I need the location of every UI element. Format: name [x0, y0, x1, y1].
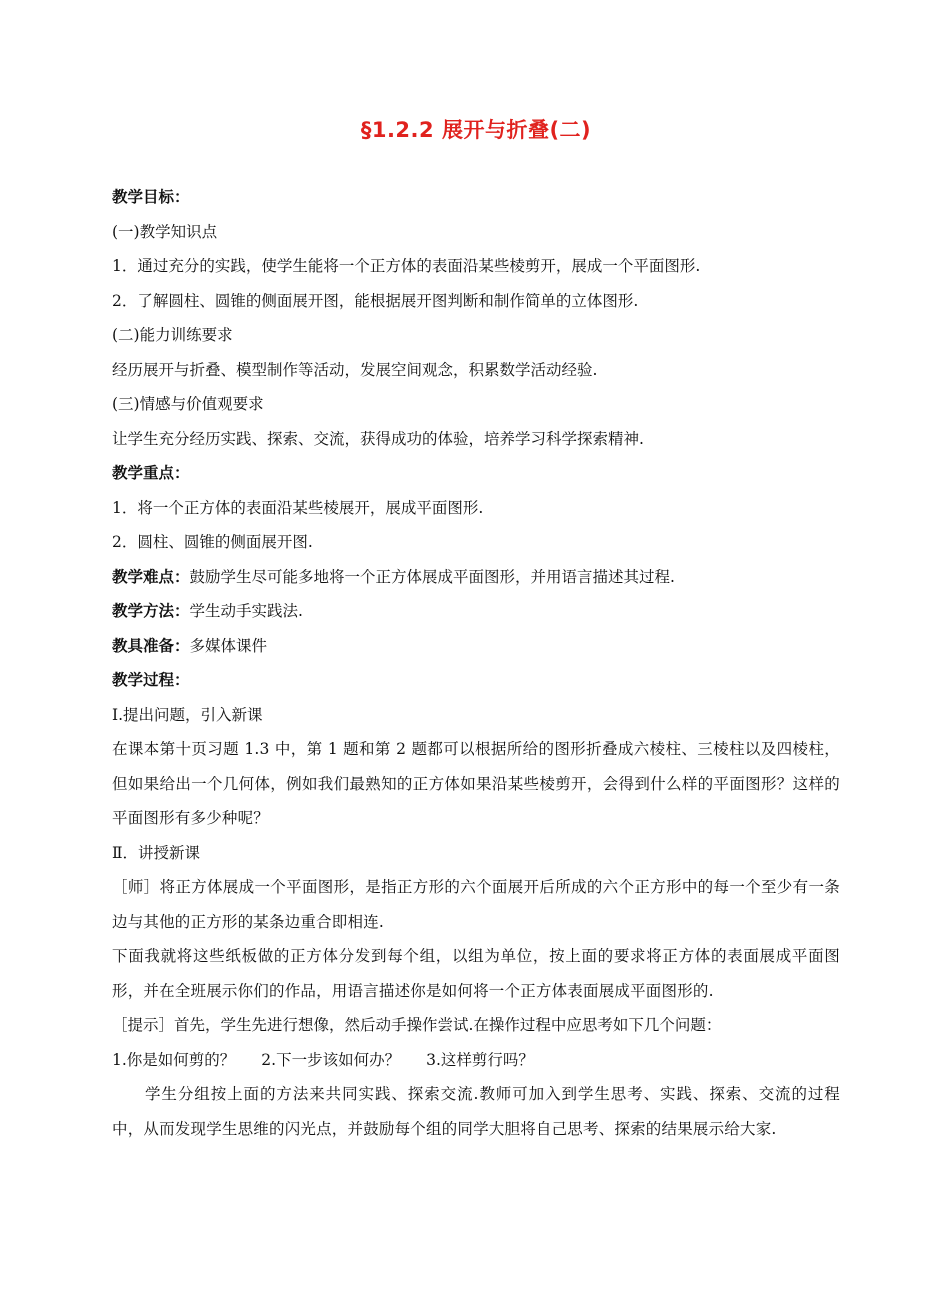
difficulty-text: 鼓励学生尽可能多地将一个正方体展成平面图形，并用语言描述其过程. — [189, 567, 675, 586]
key-points-heading: 教学重点： — [112, 463, 190, 482]
objectives-ability-text: 经历展开与折叠、模型制作等活动，发展空间观念，积累数学活动经验. — [112, 360, 598, 379]
objectives-item-2: 2．了解圆柱、圆锥的侧面展开图，能根据展开图判断和制作简单的立体图形. — [112, 291, 639, 310]
method-label: 教学方法： — [112, 601, 190, 620]
tools-row — [112, 629, 840, 664]
objectives-sub-knowledge: (一)教学知识点 — [112, 222, 218, 241]
question-3: 3.这样剪行吗？ — [426, 1050, 534, 1069]
tools-label: 教具准备： — [112, 635, 190, 655]
next-paragraph: 下面我就将这些纸板做的正方体分发到每个组，以组为单位，按上面的要求将正方体的表面展成平面图形，并在全班展示你们的作品，用语言描述你是如何将一个正方体表面展成平面图形的. — [112, 947, 840, 1000]
hint-paragraph: ［提示］首先，学生先进行想像，然后动手操作尝试.在操作过程中应思考如下几个问题： — [112, 1016, 722, 1034]
page-title: §1.2.2 展开与折叠(二) — [360, 118, 592, 142]
process-heading: 教学过程： — [112, 670, 190, 689]
key-points-item-1: 1．将一个正方体的表面沿某些棱展开，展成平面图形. — [112, 498, 484, 517]
tools-text: 多媒体课件 — [189, 636, 268, 655]
teacher-paragraph: ［师］将正方体展成一个平面图形，是指正方形的六个面展开后所成的六个正方形中的每一个至少有一条边与其他的正方形的某条边重合即相连. — [112, 878, 840, 931]
section1-title: Ⅰ.提出问题，引入新课 — [112, 705, 263, 724]
objectives-item-1: 1．通过充分的实践，使学生能将一个正方体的表面沿某些棱剪开，展成一个平面图形. — [112, 257, 701, 275]
section2-title: Ⅱ．讲授新课 — [112, 843, 201, 862]
questions-row — [112, 1043, 840, 1078]
objectives-emotion-text: 让学生充分经历实践、探索、交流，获得成功的体验，培养学习科学探索精神. — [112, 429, 644, 448]
difficulty-row — [112, 560, 840, 595]
key-points-item-2: 2．圆柱、圆锥的侧面展开图. — [112, 533, 313, 551]
difficulty-label: 教学难点： — [112, 566, 190, 586]
method-text: 学生动手实践法. — [189, 602, 303, 620]
question-1: 1.你是如何剪的？ — [112, 1050, 236, 1069]
group-paragraph: 学生分组按上面的方法来共同实践、探索交流.教师可加入到学生思考、实践、探索、交流的过程中，从而发现学生思维的闪光点，并鼓励每个组的同学大胆将自己思考、探索的结果展示给大家. — [112, 1085, 840, 1138]
objectives-sub-ability: (二)能力训练要求 — [112, 326, 233, 344]
document-body — [112, 180, 840, 1146]
objectives-heading: 教学目标： — [112, 187, 190, 206]
question-2: 2.下一步该如何办？ — [261, 1050, 401, 1069]
section1-paragraph: 在课本第十页习题 1.3 中，第 1 题和第 2 题都可以根据所给的图形折叠成六棱柱、三棱柱以及四棱柱，但如果给出一个几何体，例如我们最熟知的正方体如果沿某些棱剪开，会得到什么样的平面图形？这样的平面图形有多少种呢？ — [112, 740, 840, 827]
method-row — [112, 594, 840, 629]
objectives-sub-emotion: (三)情感与价值观要求 — [112, 395, 264, 413]
